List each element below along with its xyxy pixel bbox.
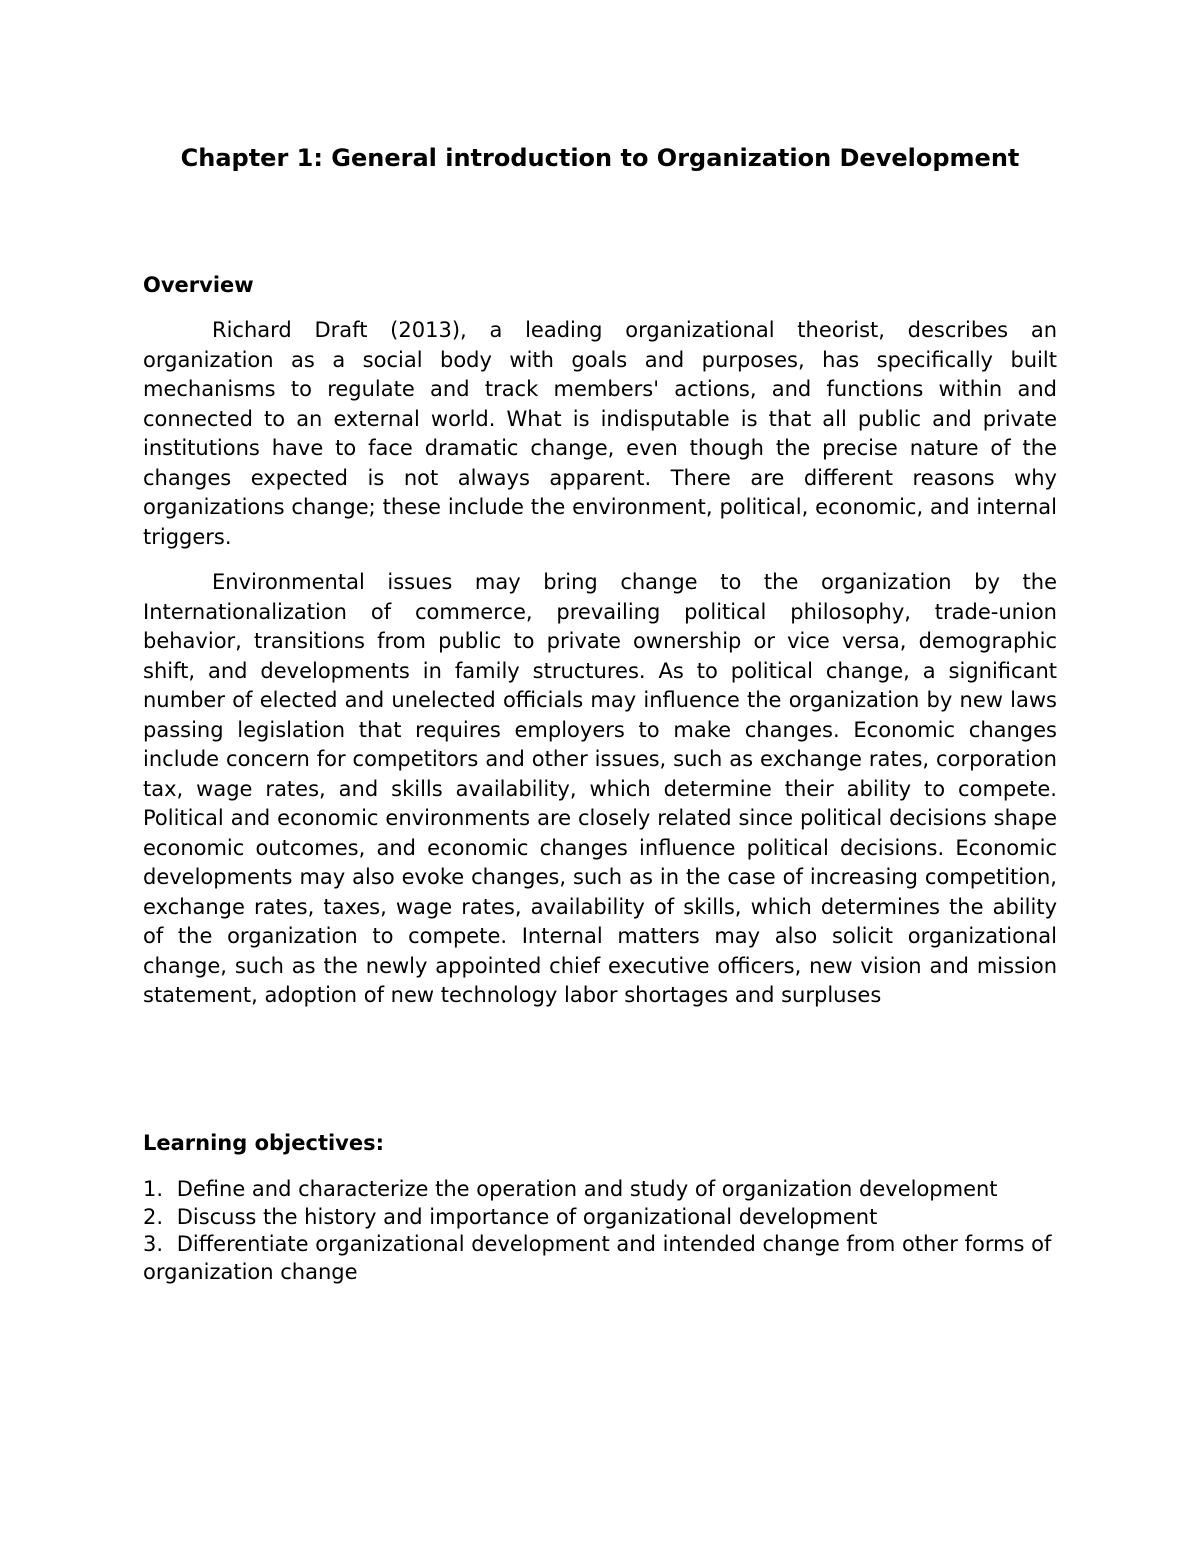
overview-paragraph-2: Environmental issues may bring change to the organization by the Internationalization of commerce, prevailing political philosophy, trade-union behavior, transitions from public to private ownership or vice versa, demographic shift, and developments in family structures. As to political change, a significant number of elected and unelected officials may influence the organization by new laws passing legislation that requires employers to make changes. Economic changes include concern for competitors and other issues, such as exchange rates, corporation tax, wage rates, and skills availability, which determine their ability to compete. Political and economic environments are closely related since political decisions shape economic outcomes, and economic changes influence political decisions. Economic developments may also evoke changes, such as in the case of increasing competition, exchange rates, taxes, wage rates, availability of skills, which determines the ability of the organization to compete. Internal matters may also solicit organizational change, such as the newly appointed chief executive officers, new vision and mission statement, adoption of new technology labor shortages and surpluses [143, 570, 1057, 1007]
learning-objectives-heading: Learning objectives: [143, 1131, 385, 1155]
objective-text: Define and characterize the operation and study of organization development [176, 1177, 998, 1201]
learning-objective-item [143, 1204, 1057, 1232]
overview-heading: Overview [143, 273, 254, 297]
overview-paragraph-1: Richard Draft (2013), a leading organizational theorist, describes an organization as a social body with goals and purposes, has specifically built mechanisms to regulate and track members' actions, and functions within and connected to an external world. What is indisputable is that all public and private institutions have to face dramatic change, even though the precise nature of the changes expected is not always apparent. There are different reasons why organizations change; these include the environment, political, economic, and internal triggers. [143, 318, 1057, 549]
learning-objective-item [143, 1231, 1057, 1286]
learning-objective-item [143, 1176, 1057, 1204]
objective-text: Discuss the history and importance of organizational development [176, 1204, 878, 1229]
objective-number: 3. [143, 1232, 164, 1256]
chapter-title: Chapter 1: General introduction to Organization Development [180, 144, 1020, 172]
objective-number: 1. [143, 1177, 164, 1201]
objective-text: Differentiate organizational development and intended change from other forms of organization change [143, 1232, 1052, 1284]
learning-objectives-list [143, 1176, 1057, 1286]
objective-number: 2. [143, 1204, 164, 1229]
